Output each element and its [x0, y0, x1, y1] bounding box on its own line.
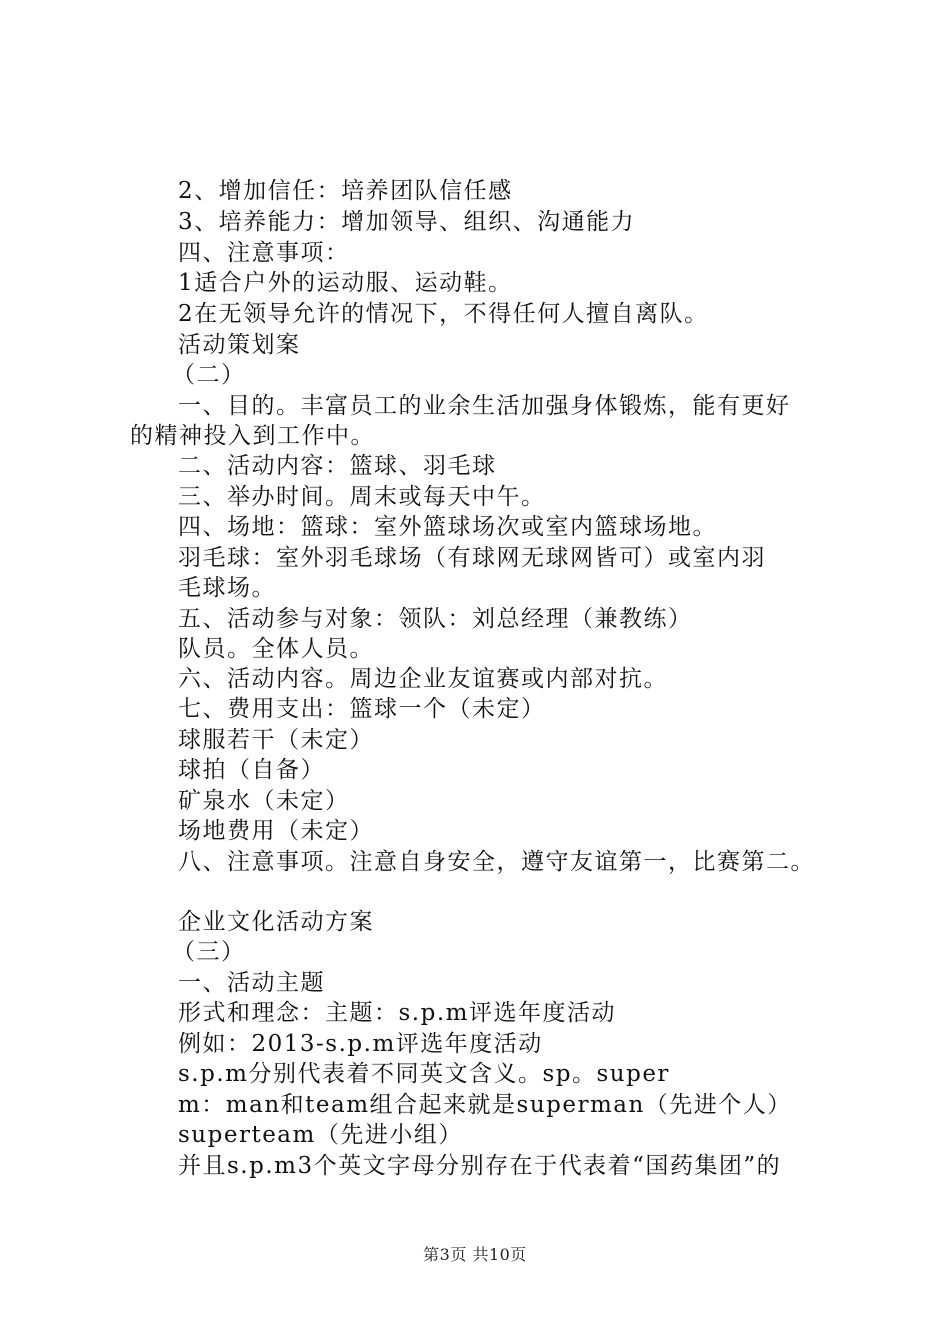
page-footer: 第3页 共10页 [423, 1245, 527, 1264]
section-heading: 四、注意事项： [178, 240, 350, 266]
text-line: 1适合户外的运动服、运动鞋。 [178, 270, 513, 296]
text-line: 例如：2013-s.p.m评选年度活动 [178, 1031, 543, 1057]
text-line: 并且s.p.m3个英文字母分别存在于代表着“国药集团”的 [178, 1153, 782, 1179]
text-line: m：man和team组合起来就是superman（先进个人） [178, 1092, 792, 1118]
text-line: 三、举办时间。周末或每天中午。 [178, 484, 546, 510]
text-line: 一、目的。丰富员工的业余生活加强身体锻炼，能有更好 [178, 393, 791, 419]
text-line: 2在无领导允许的情况下，不得任何人擅自离队。 [178, 301, 709, 327]
text-line: 二、活动内容：篮球、羽毛球 [178, 453, 497, 479]
text-line: superteam（先进小组） [178, 1122, 463, 1148]
section-title: 企业文化活动方案 [178, 909, 374, 935]
text-line: 七、费用支出：篮球一个（未定） [178, 696, 546, 722]
text-line: 球服若干（未定） [178, 727, 374, 753]
text-line: 的精神投入到工作中。 [130, 423, 375, 449]
text-line: 3、培养能力：增加领导、组织、沟通能力 [178, 209, 636, 235]
text-line: 场地费用（未定） [178, 818, 374, 844]
text-line: 形式和理念：主题：s.p.m评选年度活动 [178, 1000, 616, 1026]
text-line: 六、活动内容。周边企业友谊赛或内部对抗。 [178, 666, 668, 692]
text-line: 毛球场。 [178, 575, 276, 601]
section-number: （二） [172, 362, 246, 388]
text-line: 球拍（自备） [178, 757, 325, 783]
text-line: s.p.m分别代表着不同英文含义。sp。super [178, 1061, 670, 1087]
text-line: 矿泉水（未定） [178, 788, 350, 814]
text-line: 队员。全体人员。 [178, 636, 374, 662]
text-line: 四、场地：篮球：室外篮球场次或室内篮球场地。 [178, 514, 717, 540]
text-line: 八、注意事项。注意自身安全，遵守友谊第一，比赛第二。 [178, 849, 815, 875]
text-line: 2、增加信任：培养团队信任感 [178, 178, 513, 204]
text-line: 一、活动主题 [178, 970, 325, 996]
text-line: 五、活动参与对象：领队：刘总经理（兼教练） [178, 606, 693, 632]
text-line: 羽毛球：室外羽毛球场（有球网无球网皆可）或室内羽 [178, 545, 766, 571]
section-number: （三） [172, 939, 246, 965]
section-title: 活动策划案 [178, 332, 301, 358]
